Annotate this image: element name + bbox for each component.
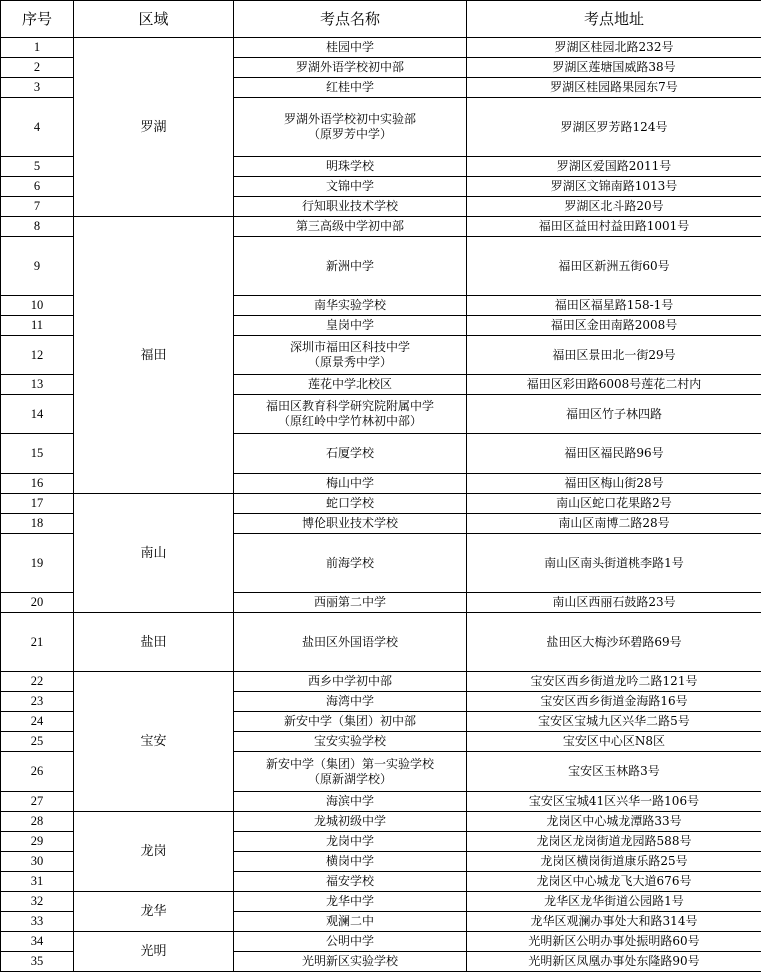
row-number: 15 [1, 434, 74, 474]
site-name: 明珠学校 [234, 157, 467, 177]
site-address: 罗湖区文锦南路1013号 [467, 177, 761, 197]
row-number: 31 [1, 872, 74, 892]
table-row [1, 892, 761, 912]
site-address: 南山区蛇口花果路2号 [467, 494, 761, 514]
site-name: 梅山中学 [234, 474, 467, 494]
row-number: 12 [1, 336, 74, 375]
site-address: 福田区金田南路2008号 [467, 316, 761, 336]
site-name: 皇岗中学 [234, 316, 467, 336]
header-seq: 序号 [1, 1, 74, 38]
site-name: 莲花中学北校区 [234, 375, 467, 395]
row-number: 16 [1, 474, 74, 494]
table-row [1, 217, 761, 237]
row-number: 23 [1, 692, 74, 712]
site-name [234, 336, 467, 375]
site-name: 盐田区外国语学校 [234, 613, 467, 672]
site-address: 宝安区宝城41区兴华一路106号 [467, 792, 761, 812]
row-number: 11 [1, 316, 74, 336]
row-number: 33 [1, 912, 74, 932]
site-name: 南华实验学校 [234, 296, 467, 316]
row-number: 21 [1, 613, 74, 672]
site-name-line: （原景秀中学） [307, 355, 392, 369]
region-cell: 南山 [74, 494, 234, 613]
row-number: 29 [1, 832, 74, 852]
header-region: 区域 [74, 1, 234, 38]
site-address: 宝安区宝城九区兴华二路5号 [467, 712, 761, 732]
site-name: 罗湖外语学校初中部 [234, 58, 467, 78]
site-name: 行知职业技术学校 [234, 197, 467, 217]
site-name: 红桂中学 [234, 78, 467, 98]
site-name-line: 福田区教育科学研究院附属中学 [265, 399, 434, 413]
site-name: 第三高级中学初中部 [234, 217, 467, 237]
site-name: 西丽第二中学 [234, 593, 467, 613]
header-row [1, 1, 761, 38]
row-number: 19 [1, 534, 74, 593]
header-site-name: 考点名称 [234, 1, 467, 38]
row-number: 22 [1, 672, 74, 692]
site-name-line: 罗湖外语学校初中实验部 [283, 112, 416, 126]
row-number: 28 [1, 812, 74, 832]
site-name [234, 395, 467, 434]
site-name: 新安中学（集团）初中部 [234, 712, 467, 732]
site-address: 光明新区凤凰办事处东隆路90号 [467, 952, 761, 972]
row-number: 34 [1, 932, 74, 952]
site-address: 福田区益田村益田路1001号 [467, 217, 761, 237]
region-cell: 福田 [74, 217, 234, 494]
site-name: 蛇口学校 [234, 494, 467, 514]
row-number: 35 [1, 952, 74, 972]
site-name: 龙华中学 [234, 892, 467, 912]
row-number: 25 [1, 732, 74, 752]
site-name: 桂园中学 [234, 38, 467, 58]
site-name: 福安学校 [234, 872, 467, 892]
row-number: 4 [1, 98, 74, 157]
row-number: 5 [1, 157, 74, 177]
site-name-line: 新安中学（集团）第一实验学校 [265, 756, 434, 771]
site-address: 龙岗区龙岗街道龙园路588号 [467, 832, 761, 852]
site-name: 光明新区实验学校 [234, 952, 467, 972]
site-name [234, 752, 467, 792]
site-address: 福田区彩田路6008号莲花二村内 [467, 375, 761, 395]
site-address: 罗湖区桂园北路232号 [467, 38, 761, 58]
site-name: 文锦中学 [234, 177, 467, 197]
site-address: 宝安区玉林路3号 [467, 752, 761, 792]
table-row [1, 38, 761, 58]
site-address: 光明新区公明办事处振明路60号 [467, 932, 761, 952]
site-address: 罗湖区莲塘国威路38号 [467, 58, 761, 78]
region-cell: 罗湖 [74, 38, 234, 217]
region-cell: 宝安 [74, 672, 234, 812]
site-address: 龙岗区横岗街道康乐路25号 [467, 852, 761, 872]
site-address: 罗湖区罗芳路124号 [467, 98, 761, 157]
site-name: 观澜二中 [234, 912, 467, 932]
header-site-address: 考点地址 [467, 1, 761, 38]
row-number: 27 [1, 792, 74, 812]
site-name: 龙城初级中学 [234, 812, 467, 832]
site-name: 新洲中学 [234, 237, 467, 296]
row-number: 2 [1, 58, 74, 78]
site-address: 南山区南博二路28号 [467, 514, 761, 534]
row-number: 13 [1, 375, 74, 395]
site-address: 龙岗区中心城龙潭路33号 [467, 812, 761, 832]
site-address: 南山区南头街道桃李路1号 [467, 534, 761, 593]
site-name: 海湾中学 [234, 692, 467, 712]
row-number: 26 [1, 752, 74, 792]
site-name: 龙岗中学 [234, 832, 467, 852]
site-name-line: （原红岭中学竹林初中部） [277, 414, 422, 428]
site-name: 宝安实验学校 [234, 732, 467, 752]
site-address: 宝安区中心区N8区 [467, 732, 761, 752]
site-name-line: （原新湖学校） [307, 771, 392, 786]
table-row [1, 613, 761, 672]
site-name: 海滨中学 [234, 792, 467, 812]
site-address: 宝安区西乡街道金海路16号 [467, 692, 761, 712]
site-name: 石厦学校 [234, 434, 467, 474]
site-address: 南山区西丽石鼓路23号 [467, 593, 761, 613]
row-number: 7 [1, 197, 74, 217]
row-number: 30 [1, 852, 74, 872]
row-number: 18 [1, 514, 74, 534]
site-address: 龙岗区中心城龙飞大道676号 [467, 872, 761, 892]
site-address: 福田区梅山街28号 [467, 474, 761, 494]
site-name: 横岗中学 [234, 852, 467, 872]
region-cell: 光明 [74, 932, 234, 972]
site-address: 福田区新洲五街60号 [467, 237, 761, 296]
region-cell: 龙华 [74, 892, 234, 932]
row-number: 24 [1, 712, 74, 732]
region-cell: 龙岗 [74, 812, 234, 892]
row-number: 32 [1, 892, 74, 912]
site-address: 罗湖区桂园路果园东7号 [467, 78, 761, 98]
site-address: 龙华区观澜办事处大和路314号 [467, 912, 761, 932]
site-name: 博伦职业技术学校 [234, 514, 467, 534]
site-name-line: 深圳市福田区科技中学 [289, 340, 410, 354]
table-row [1, 672, 761, 692]
row-number: 17 [1, 494, 74, 514]
row-number: 10 [1, 296, 74, 316]
row-number: 6 [1, 177, 74, 197]
site-address: 龙华区龙华街道公园路1号 [467, 892, 761, 912]
site-name [234, 98, 467, 157]
table-row [1, 812, 761, 832]
site-address: 罗湖区爱国路2011号 [467, 157, 761, 177]
site-name: 公明中学 [234, 932, 467, 952]
row-number: 8 [1, 217, 74, 237]
site-address: 福田区景田北一街29号 [467, 336, 761, 375]
table-row [1, 494, 761, 514]
site-address: 福田区福星路158-1号 [467, 296, 761, 316]
site-address: 盐田区大梅沙环碧路69号 [467, 613, 761, 672]
row-number: 1 [1, 38, 74, 58]
site-address: 福田区福民路96号 [467, 434, 761, 474]
row-number: 9 [1, 237, 74, 296]
row-number: 3 [1, 78, 74, 98]
site-name: 西乡中学初中部 [234, 672, 467, 692]
site-name: 前海学校 [234, 534, 467, 593]
row-number: 20 [1, 593, 74, 613]
site-address: 宝安区西乡街道龙吟二路121号 [467, 672, 761, 692]
site-name-line: （原罗芳中学） [307, 127, 392, 141]
row-number: 14 [1, 395, 74, 434]
table-row [1, 932, 761, 952]
region-cell: 盐田 [74, 613, 234, 672]
site-address: 罗湖区北斗路20号 [467, 197, 761, 217]
site-address: 福田区竹子林四路 [467, 395, 761, 434]
